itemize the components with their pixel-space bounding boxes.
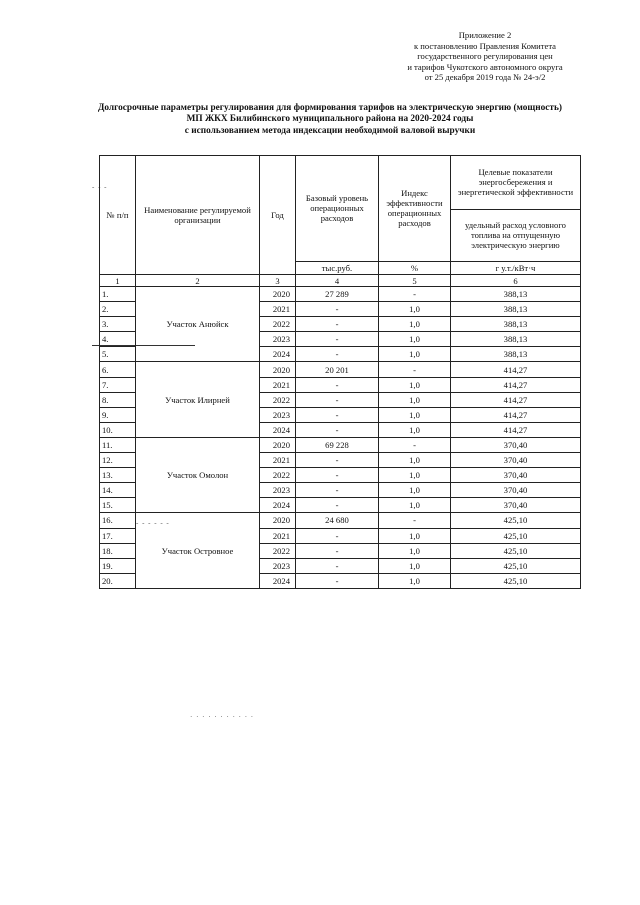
org-name: Участок Илирней [136, 362, 260, 437]
row-year: 2024 [260, 422, 296, 437]
row-fuel-rate: 388,13 [451, 332, 581, 347]
row-number: 12. [100, 453, 136, 468]
row-year: 2024 [260, 498, 296, 513]
table-row [100, 287, 581, 302]
title-line: МП ЖКХ Билибинского муниципального района на 2020-2024 годы [186, 114, 474, 125]
appendix-line: к постановлению Правления Комитета [413, 40, 556, 51]
row-fuel-rate: 425,10 [451, 558, 581, 573]
row-number: 7. [100, 377, 136, 392]
row-year: 2021 [260, 302, 296, 317]
row-number: 4. [100, 332, 136, 347]
unit-base: тыс.руб. [296, 261, 379, 274]
row-year: 2024 [260, 347, 296, 362]
header-base: Базовый уровень операционных расходов [296, 156, 379, 262]
row-base-cost: - [296, 558, 379, 573]
row-efficiency-index: 1,0 [379, 528, 451, 543]
row-base-cost: - [296, 407, 379, 422]
row-base-cost: - [296, 543, 379, 558]
row-efficiency-index: - [379, 513, 451, 528]
row-year: 2020 [260, 437, 296, 452]
row-year: 2022 [260, 543, 296, 558]
row-efficiency-index: 1,0 [379, 407, 451, 422]
row-efficiency-index: 1,0 [379, 498, 451, 513]
row-number: 17. [100, 528, 136, 543]
row-efficiency-index: 1,0 [379, 332, 451, 347]
row-efficiency-index: 1,0 [379, 377, 451, 392]
row-number: 2. [100, 302, 136, 317]
row-efficiency-index: 1,0 [379, 317, 451, 332]
row-fuel-rate: 388,13 [451, 287, 581, 302]
org-name: Участок Анюйск [136, 287, 260, 362]
row-base-cost: - [296, 347, 379, 362]
col-number: 4 [296, 275, 379, 287]
row-base-cost: - [296, 468, 379, 483]
row-fuel-rate: 370,40 [451, 453, 581, 468]
table-row [100, 362, 581, 377]
row-fuel-rate: 414,27 [451, 407, 581, 422]
appendix-line: Приложение 2 [458, 30, 512, 40]
title-line: Долгосрочные параметры регулирования для формирования тарифов на электрическую энергию (мощность) [98, 103, 562, 113]
title-line: с использованием метода индексации необходимой валовой выручки [184, 125, 476, 136]
row-number: 13. [100, 468, 136, 483]
row-efficiency-index: 1,0 [379, 468, 451, 483]
col-number: 5 [379, 275, 451, 287]
row-year: 2022 [260, 468, 296, 483]
row-number: 19. [100, 558, 136, 573]
row-number: 8. [100, 392, 136, 407]
row-base-cost: 69 228 [296, 437, 379, 452]
row-fuel-rate: 425,10 [451, 543, 581, 558]
row-efficiency-index: 1,0 [379, 347, 451, 362]
row-number: 9. [100, 407, 136, 422]
row-base-cost: 20 201 [296, 362, 379, 377]
row-efficiency-index: 1,0 [379, 483, 451, 498]
header-target: Целевые показатели энергосбережения и энергетической эффективности [451, 156, 581, 210]
col-number: 3 [260, 275, 296, 287]
row-fuel-rate: 370,40 [451, 468, 581, 483]
header-index: Индекс эффективности операционных расходов [379, 156, 451, 262]
row-fuel-rate: 414,27 [451, 422, 581, 437]
org-name: Участок Островное [136, 513, 260, 588]
header-target-sub: удельный расход условного топлива на отпущенную электрическую энергию [451, 209, 581, 261]
scan-artifact: · · · · · · · · · · · [190, 713, 255, 721]
row-base-cost: 24 680 [296, 513, 379, 528]
row-fuel-rate: 425,10 [451, 573, 581, 588]
row-number: 10. [100, 422, 136, 437]
row-year: 2023 [260, 558, 296, 573]
row-fuel-rate: 388,13 [451, 302, 581, 317]
row-fuel-rate: 414,27 [451, 377, 581, 392]
row-year: 2023 [260, 407, 296, 422]
row-base-cost: - [296, 317, 379, 332]
row-number: 1. [100, 287, 136, 302]
row-year: 2023 [260, 483, 296, 498]
row-efficiency-index: - [379, 362, 451, 377]
header-year: Год [260, 156, 296, 275]
row-year: 2024 [260, 573, 296, 588]
row-year: 2022 [260, 317, 296, 332]
row-base-cost: - [296, 528, 379, 543]
document-title [98, 103, 562, 137]
col-number: 1 [100, 275, 136, 287]
row-fuel-rate: 388,13 [451, 347, 581, 362]
header-org: Наименование регулируемой организации [136, 156, 260, 275]
row-year: 2020 [260, 362, 296, 377]
row-number: 18. [100, 543, 136, 558]
row-base-cost: - [296, 573, 379, 588]
row-year: 2021 [260, 453, 296, 468]
row-number: 14. [100, 483, 136, 498]
row-efficiency-index: 1,0 [379, 573, 451, 588]
row-number: 11. [100, 437, 136, 452]
row-number: 3. [100, 317, 136, 332]
row-fuel-rate: 370,40 [451, 437, 581, 452]
row-year: 2022 [260, 392, 296, 407]
row-base-cost: - [296, 483, 379, 498]
appendix-line: государственного регулирования цен [417, 51, 553, 62]
row-year: 2020 [260, 287, 296, 302]
scan-artifact: - - - - - - [136, 519, 170, 527]
row-base-cost: - [296, 498, 379, 513]
row-efficiency-index: - [379, 437, 451, 452]
row-fuel-rate: 414,27 [451, 392, 581, 407]
row-fuel-rate: 425,10 [451, 513, 581, 528]
row-base-cost: - [296, 422, 379, 437]
row-fuel-rate: 425,10 [451, 528, 581, 543]
parameters-table [99, 155, 581, 589]
row-efficiency-index: 1,0 [379, 558, 451, 573]
row-number: 20. [100, 573, 136, 588]
header-num: № п/п [100, 156, 136, 275]
appendix-header [380, 30, 590, 83]
row-base-cost: - [296, 377, 379, 392]
row-efficiency-index: 1,0 [379, 453, 451, 468]
row-fuel-rate: 370,40 [451, 483, 581, 498]
row-year: 2021 [260, 528, 296, 543]
row-base-cost: - [296, 302, 379, 317]
unit-target: г у.т./кВт·ч [451, 261, 581, 274]
row-year: 2023 [260, 332, 296, 347]
col-number: 6 [451, 275, 581, 287]
row-number: 5. [100, 347, 136, 362]
row-fuel-rate: 388,13 [451, 317, 581, 332]
row-fuel-rate: 370,40 [451, 498, 581, 513]
row-base-cost: - [296, 392, 379, 407]
org-name: Участок Омолон [136, 437, 260, 512]
row-efficiency-index: - [379, 287, 451, 302]
row-number: 15. [100, 498, 136, 513]
row-base-cost: 27 289 [296, 287, 379, 302]
row-year: 2021 [260, 377, 296, 392]
row-efficiency-index: 1,0 [379, 543, 451, 558]
scan-artifact: - - - [92, 183, 108, 191]
row-efficiency-index: 1,0 [379, 422, 451, 437]
table-row [100, 513, 581, 528]
appendix-line: от 25 декабря 2019 года № 24-э/2 [424, 72, 546, 83]
col-number: 2 [136, 275, 260, 287]
row-year: 2020 [260, 513, 296, 528]
unit-index: % [379, 261, 451, 274]
row-number: 16. [100, 513, 136, 528]
table-row [100, 437, 581, 452]
row-efficiency-index: 1,0 [379, 302, 451, 317]
row-base-cost: - [296, 453, 379, 468]
row-fuel-rate: 414,27 [451, 362, 581, 377]
row-efficiency-index: 1,0 [379, 392, 451, 407]
appendix-line: и тарифов Чукотского автономного округа [407, 61, 563, 72]
row-base-cost: - [296, 332, 379, 347]
row-number: 6. [100, 362, 136, 377]
